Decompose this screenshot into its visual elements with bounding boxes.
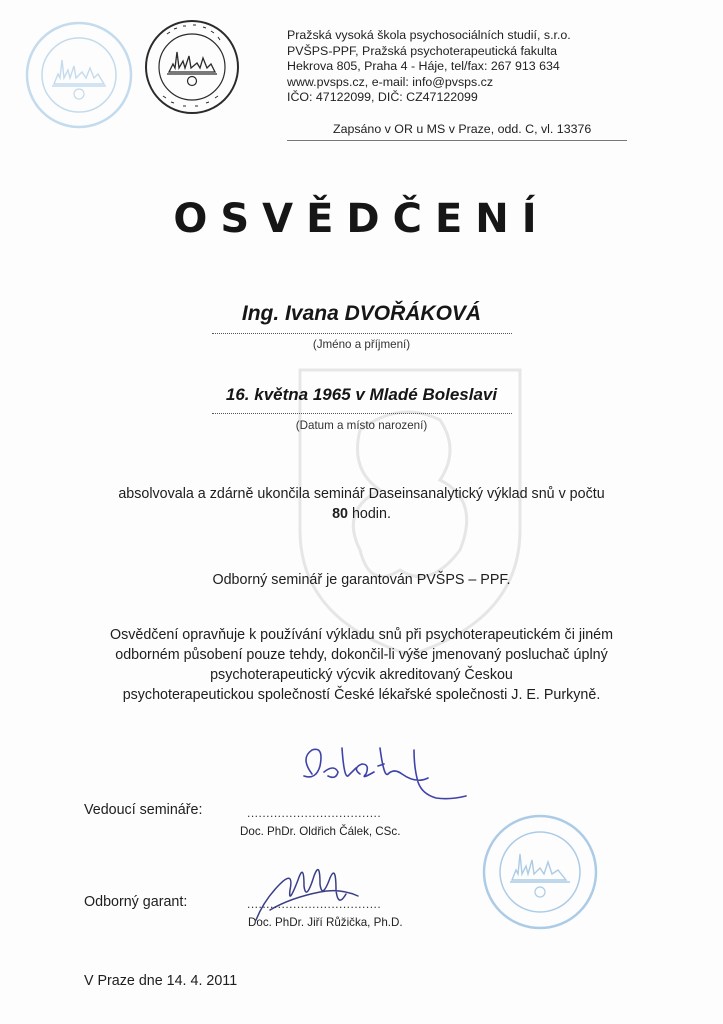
issue-date: V Praze dne 14. 4. 2011 [84,973,238,989]
birth-dotted-line [212,413,512,414]
leader-label: Vedoucí semináře: [84,802,203,818]
birth-caption: (Datum a místo narození) [295,419,428,432]
birth-field [0,385,723,432]
completion-text: absolvovala a zdárně ukončila seminář Daseinsanalytický výklad snů v počtu [118,486,605,502]
guarantor-name: Doc. PhDr. Jiří Růžička, Ph.D. [248,916,403,929]
holder-name: Ing. Ivana DVOŘÁKOVÁ [241,302,482,325]
hours-unit: hodin. [347,506,391,522]
school-seal-blue-stamp [480,812,600,932]
guarantor-signature-line: ................................... [247,897,382,911]
authorization-line: odborném působení pouze tehdy, dokončil-li výše jmenovaný posluchač úplný [115,647,608,663]
name-caption: (Jméno a příjmení) [312,338,411,351]
authorization-statement [40,625,683,705]
hours-value: 80 [332,506,348,522]
guarantor-label: Odborný garant: [84,894,188,910]
leader-name: Doc. PhDr. Oldřich Čálek, CSc. [240,825,401,838]
institution-address: Hekrova 805, Praha 4 - Háje, tel/fax: 267 913 634 [287,59,560,74]
completion-statement [40,484,683,524]
authorization-line: psychoterapeutickou společností České lékařské společnosti J. E. Purkyně. [122,687,601,703]
name-field [0,302,723,351]
guarantee-statement: Odborný seminář je garantován PVŠPS – PPF. [212,572,511,588]
institution-line: Pražská vysoká škola psychosociálních studií, s.r.o. [287,28,571,42]
authorization-line: psychoterapeutický výcvik akreditovaný Českou [210,667,513,683]
school-seal-faded-stamp [24,20,134,130]
school-seal-stamp [143,18,241,116]
authorization-line: Osvědčení opravňuje k používání výkladu snů při psychoterapeutickém či jiném [109,627,614,643]
leader-signature-line: ................................... [247,806,382,820]
institution-header [287,28,627,106]
institution-line: PVŠPS-PPF, Pražská psychoterapeutická fakulta [287,43,557,58]
certificate-title: OSVĚDČENÍ [173,196,550,242]
name-dotted-line [212,333,512,334]
institution-ids: IČO: 47122099, DIČ: CZ47122099 [287,90,478,105]
leader-handwritten-signature [290,738,480,808]
birth-date-place: 16. května 1965 v Mladé Boleslavi [225,385,498,404]
registration-note: Zapsáno v OR u MS v Praze, odd. C, vl. 13376 [333,122,592,136]
institution-web-email: www.pvsps.cz, e-mail: info@pvsps.cz [287,74,494,89]
header-divider [287,140,627,141]
